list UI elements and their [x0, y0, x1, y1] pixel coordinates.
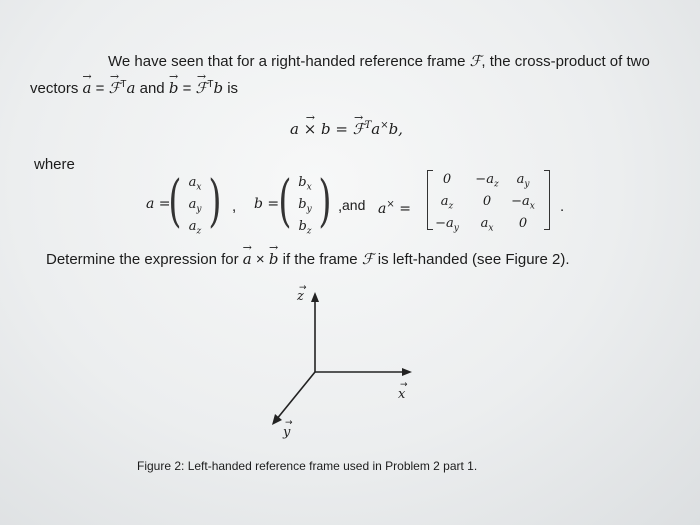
ax-r1c3: $a_y$ — [516, 172, 530, 190]
formula-eq: = — [330, 120, 353, 138]
ax-r2c1: $a_z$ — [440, 194, 454, 212]
b-x: $b_x$ — [298, 175, 312, 193]
formula-T: T — [364, 120, 372, 131]
ax-r2c2: 0 — [482, 194, 492, 209]
and-word: and — [135, 80, 169, 97]
vector-b: → b — [169, 79, 179, 97]
x-axis-label: x — [398, 387, 406, 402]
a-z: $a_z$ — [188, 219, 202, 237]
y-axis — [276, 372, 315, 420]
sep-2: , — [338, 198, 343, 215]
ax-label: a× = — [378, 199, 411, 217]
formula-b: b, — [388, 120, 403, 138]
formula-lhs: → a × b — [290, 120, 331, 138]
ax-r3c1: $-a_y$ — [435, 216, 459, 234]
equals: = — [91, 80, 109, 97]
transpose: T — [120, 79, 127, 90]
matrix-end: . — [560, 198, 565, 215]
figure-caption: Figure 2: Left-handed reference frame used in Problem 2 part 1. — [137, 459, 478, 473]
y-vec-arrow: → — [285, 418, 293, 428]
question-frame: ℱ — [361, 250, 374, 268]
b-right-paren: ) — [318, 169, 332, 234]
ax-r1c1: 0 — [442, 172, 452, 187]
sep-1: , — [232, 198, 237, 215]
formula-cross-sup: × — [380, 120, 389, 131]
question-times: × — [251, 251, 269, 268]
equals-2: = — [178, 80, 196, 97]
z-vec-arrow: → — [299, 283, 307, 293]
ax-r3c3: 0 — [518, 216, 528, 231]
intro-text: We have seen that for a right-handed reference frame — [108, 53, 470, 70]
x-vec-arrow: → — [400, 380, 408, 390]
frame-vector: → ℱ — [109, 79, 121, 97]
b-y: $b_y$ — [298, 197, 312, 215]
a-coords: a — [126, 79, 136, 97]
formula-frame: → ℱ — [353, 120, 365, 138]
intro-text-end: , the cross-product of two — [481, 53, 650, 70]
is-word: is — [223, 80, 239, 97]
ax-r2c3: $-a_x$ — [511, 194, 535, 212]
vector-a: → a — [83, 79, 92, 97]
z-axis-label: z — [297, 289, 304, 304]
where-label: where — [34, 156, 75, 173]
ax-r1c2: $-a_z$ — [475, 172, 499, 190]
vectors-word: vectors — [30, 80, 83, 97]
question-end: is left-handed (see Figure 2). — [373, 251, 570, 268]
b-label: b = — [254, 196, 280, 212]
question-a: → a — [243, 250, 252, 268]
a-label: a = — [146, 196, 171, 212]
x-arrowhead — [402, 368, 412, 376]
transpose-2: T — [207, 79, 214, 90]
frame-vector-2: → ℱ — [196, 79, 208, 97]
frame-symbol: ℱ — [469, 52, 482, 70]
and-word-matrix: and — [342, 197, 366, 213]
b-left-paren: ( — [278, 169, 292, 234]
z-arrowhead — [311, 292, 319, 302]
a-y: $a_y$ — [188, 197, 202, 215]
a-right-paren: ) — [208, 169, 222, 234]
ax-r3c2: $a_x$ — [480, 216, 494, 234]
question-b: → b — [269, 250, 279, 268]
question-start: Determine the expression for — [46, 251, 243, 268]
question-middle: if the frame — [278, 251, 362, 268]
formula-a: a — [371, 120, 381, 138]
a-x: $a_x$ — [188, 175, 202, 193]
b-coords: b — [213, 79, 224, 97]
y-axis-label: y — [283, 425, 291, 440]
b-z: $b_z$ — [298, 219, 312, 237]
a-left-paren: ( — [168, 169, 182, 234]
